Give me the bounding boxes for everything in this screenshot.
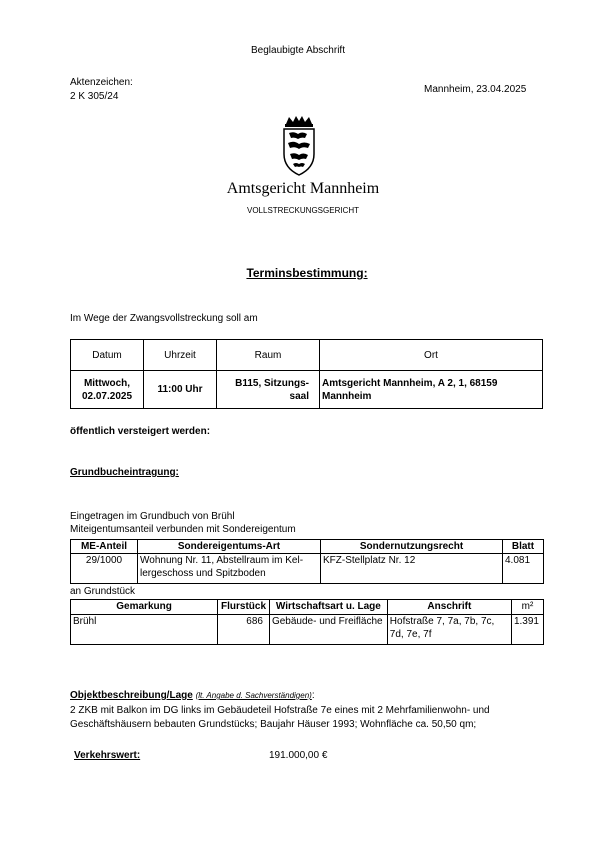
appointment-time: 11:00 Uhr (144, 371, 217, 409)
plot-cell-usage: Gebäude- und Freifläche (269, 615, 387, 645)
court-subtitle: VOLLSTRECKUNGSGERICHT (246, 206, 360, 215)
description-colon: : (311, 690, 315, 701)
coat-of-arms-icon (276, 114, 322, 178)
description-note: (lt. Angabe d. Sachverständigen) (195, 691, 312, 700)
description-heading: Objektbeschreibung/Lage (70, 690, 193, 701)
share-cell-sheet: 4.081 (503, 554, 544, 584)
intro-text: Im Wege der Zwangsvollstreckung soll am (70, 313, 258, 324)
share-cell-type: Wohnung Nr. 11, Abstellraum im Kel- lergeschoss und Spitzboden (138, 554, 321, 584)
registration-block (70, 510, 296, 536)
plot-label: an Grundstück (70, 586, 136, 597)
place-date: Mannheim, 23.04.2025 (424, 84, 527, 95)
header-date: Datum (71, 340, 144, 371)
plot-header-district: Gemarkung (71, 600, 218, 615)
page-title: Terminsbestimmung: (246, 266, 368, 280)
plot-cell-district: Brühl (71, 615, 218, 645)
plot-header-area: m² (511, 600, 543, 615)
land-register-heading: Grundbucheintragung: (70, 467, 179, 478)
plot-cell-parcel: 686 (218, 615, 270, 645)
appointment-place: Amtsgericht Mannheim, A 2, 1, 68159 Mannheim (320, 371, 543, 409)
share-header-type: Sondereigentums-Art (138, 540, 321, 554)
market-value-label: Verkehrswert: (74, 750, 141, 761)
file-reference-label: Aktenzeichen: (70, 77, 133, 88)
file-reference: 2 K 305/24 (70, 91, 119, 102)
share-cell-special-use: KFZ-Stellplatz Nr. 12 (321, 554, 503, 584)
plot-cell-area: 1.391 (511, 615, 543, 645)
plot-header-parcel: Flurstück (218, 600, 270, 615)
market-value: 191.000,00 € (269, 750, 328, 761)
header-time: Uhrzeit (144, 340, 217, 371)
plot-header-usage: Wirtschaftsart u. Lage (269, 600, 387, 615)
share-header-special-use: Sondernutzungsrecht (321, 540, 503, 554)
plot-cell-address: Hofstraße 7, 7a, 7b, 7c, 7d, 7e, 7f (387, 615, 511, 645)
share-table (70, 539, 544, 584)
appointment-room: B115, Sitzungs- saal (217, 371, 320, 409)
header-room: Raum (217, 340, 320, 371)
appointment-date: Mittwoch, 02.07.2025 (71, 371, 144, 409)
share-header-sheet: Blatt (503, 540, 544, 554)
plot-header-address: Anschrift (387, 600, 511, 615)
header-place: Ort (320, 340, 543, 371)
description-heading-line (70, 690, 315, 701)
appointment-table (70, 339, 543, 409)
registered-in: Eingetragen im Grundbuch von Brühl (70, 511, 235, 522)
auction-text: öffentlich versteigert werden: (70, 426, 211, 437)
share-header-share: ME-Anteil (71, 540, 138, 554)
court-name: Amtsgericht Mannheim (226, 180, 380, 197)
document-type: Beglaubigte Abschrift (251, 45, 345, 56)
file-reference-block (70, 76, 133, 104)
share-cell-share: 29/1000 (71, 554, 138, 584)
plot-table (70, 599, 544, 645)
description-text: 2 ZKB mit Balkon im DG links im Gebäudeteil Hofstraße 7e eines mit 2 Mehrfamilienwohn- und Geschäftshäusern bebauten Grundstücks; Baujahr Häuser 1993; Wohnfläche ca. 50,50 qm; (70, 705, 490, 730)
share-text: Miteigentumsanteil verbunden mit Sondereigentum (70, 524, 296, 535)
